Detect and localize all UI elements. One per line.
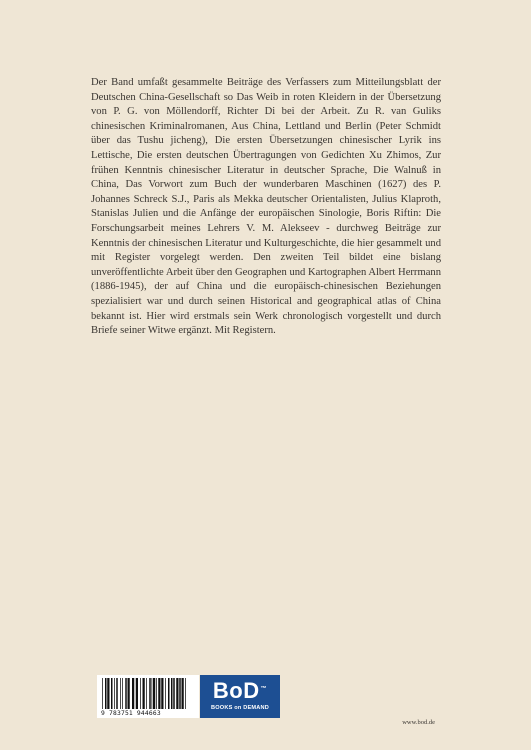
bod-logo-subtitle: BOOKS on DEMAND — [210, 705, 269, 711]
publisher-area — [97, 675, 435, 730]
isbn-barcode — [97, 675, 199, 718]
blurb-text: Der Band umfaßt gesammelte Beiträge des Verfassers zum Mitteilungsblatt der Deutschen China-Gesellschaft so Das Weib in roten Kleidern in der Übersetzung von P. G. von Möllendorff, Richter Di bei der Arbeit. Zu R. van Guliks chinesischen Kriminalromanen, Aus China, Lettland und Berlin (Peter Schmidt über das Tushu jicheng), Die ersten Übersetzungen chinesischer Lyrik ins Lettische, Die ersten deutschen Übertragungen von Gedichten Xu Zhimos, Zur frühen Kenntnis chinesischer Literatur in deutscher Sprache, Die Walnuß in China, Das Vorwort zum Buch der wunderbaren Maschinen (1627) des P. Johannes Schreck S.J., Paris als Mekka deutscher Orientalisten, Julius Klaproth, Stanislas Julien und die Anfänge der europäischen Sinologie, Boris Riftin: Die Forschungsarbeit meines Lehrers V. M. Alekseev - durchweg Beiträge zur Kenntnis der chinesischen Literatur und Kulturgeschichte, die hier gesammelt und mit Register vorgelegt werden. Den zweiten Teil bildet eine bislang unveröffentlichte Arbeit über den Geographen und Kartographen Albert Herrmann (1886-1945), der auf China und die europäisch-chinesischen Beziehungen spezialisiert war und durch seinen Historical and geographical atlas of China bekannt ist. Hier wird erstmals sein Werk chronologisch vorgestellt und durch Briefe seiner Witwe ergänzt. Mit Registern. — [91, 77, 441, 337]
publisher-url: www.bod.de — [402, 719, 435, 726]
trademark-symbol: ™ — [260, 686, 268, 692]
barcode-bars — [101, 678, 195, 709]
bod-logo — [200, 675, 280, 718]
isbn-digits: 9 783751 944663 — [101, 710, 161, 717]
bod-logo-mark: BoD — [212, 678, 260, 703]
